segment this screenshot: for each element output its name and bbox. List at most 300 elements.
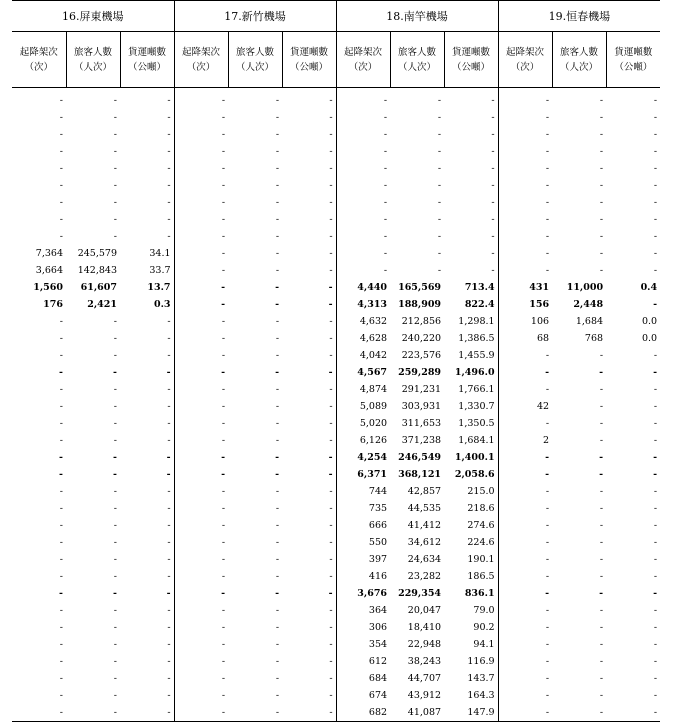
table-cell: -: [599, 112, 604, 123]
airport-header-hsinchu: 17.新竹機場: [174, 1, 336, 32]
column-header-label: 起降架次: [19, 46, 58, 58]
table-cell: -: [437, 163, 442, 174]
table-cell: -: [329, 350, 333, 361]
table-cell: -: [599, 554, 604, 565]
table-cell: -: [113, 418, 117, 429]
table-cell: 0.0: [641, 333, 658, 344]
table-cell: -: [59, 350, 63, 361]
table-cell: -: [275, 163, 280, 174]
table-cell: -: [174, 313, 228, 330]
table-cell: -: [275, 146, 280, 157]
table-cell: -: [328, 299, 333, 310]
column-header-flights: [498, 32, 552, 88]
table-cell: -: [120, 704, 174, 722]
table-cell: -: [653, 214, 658, 225]
table-cell: -: [653, 350, 658, 361]
table-cell: -: [275, 639, 280, 650]
table-cell: -: [174, 415, 228, 432]
table-cell: -: [166, 367, 171, 378]
table-cell: -: [174, 245, 228, 262]
table-cell: -: [329, 95, 333, 106]
table-cell: -: [59, 316, 63, 327]
table-cell: -: [275, 503, 280, 514]
table-cell: 68: [498, 330, 552, 347]
table-cell: 224.6: [467, 537, 495, 548]
table-cell: -: [599, 452, 604, 463]
table-cell: 550: [336, 534, 390, 551]
table-cell: -: [167, 197, 171, 208]
column-header-unit: （公噸）: [290, 61, 329, 73]
table-cell: -: [59, 469, 63, 480]
column-header-passengers: [228, 32, 282, 88]
table-cell: -: [599, 605, 604, 616]
table-cell: -: [491, 231, 495, 242]
table-cell: -: [174, 262, 228, 279]
table-cell: 41,087: [390, 704, 444, 722]
column-header-unit: （次）: [24, 61, 53, 73]
table-cell: -: [167, 690, 171, 701]
table-cell: 22,948: [407, 639, 442, 650]
table-cell: -: [174, 109, 228, 126]
table-cell: -: [599, 639, 604, 650]
table-cell: 0.0: [641, 316, 658, 327]
table-cell: -: [59, 503, 63, 514]
table-cell: 147.9: [444, 704, 498, 722]
table-cell: -: [167, 95, 171, 106]
table-cell: -: [167, 418, 171, 429]
table-cell: -: [653, 435, 658, 446]
table-cell: -: [599, 469, 604, 480]
table-cell: -: [59, 129, 63, 140]
table-cell: -: [228, 704, 282, 722]
table-cell: -: [498, 228, 552, 245]
table-cell: -: [174, 619, 228, 636]
column-header-unit: （公噸）: [452, 61, 491, 73]
table-cell: -: [59, 452, 63, 463]
table-cell: -: [336, 228, 390, 245]
table-cell: -: [599, 656, 604, 667]
table-cell: 20,047: [407, 605, 442, 616]
table-cell: 684: [336, 670, 390, 687]
table-cell: -: [167, 639, 171, 650]
table-cell: 190.1: [467, 554, 495, 565]
table-cell: 1,766.1: [458, 384, 495, 395]
table-cell: -: [275, 486, 280, 497]
table-row: [12, 517, 660, 534]
table-row: [12, 160, 660, 177]
airport-header-row: [12, 1, 660, 32]
table-cell: -: [275, 588, 280, 599]
column-header-unit: （公噸）: [614, 61, 653, 73]
table-row: [12, 653, 660, 670]
table-cell: -: [59, 622, 63, 633]
table-cell: 165,569: [398, 282, 442, 293]
table-row: [12, 602, 660, 619]
table-row: [12, 568, 660, 585]
table-cell: -: [275, 605, 280, 616]
table-cell: -: [653, 656, 658, 667]
table-cell: 735: [336, 500, 390, 517]
table-cell: -: [653, 673, 658, 684]
table-cell: -: [328, 588, 333, 599]
column-header-label: 貨運噸數: [614, 46, 653, 58]
table-cell: -: [59, 418, 63, 429]
column-header-unit: （次）: [348, 61, 378, 73]
table-cell: 176: [43, 299, 63, 310]
table-cell: -: [275, 248, 280, 259]
table-row: [12, 313, 660, 330]
table-cell: -: [329, 129, 333, 140]
table-cell: -: [437, 95, 442, 106]
table-cell: -: [498, 211, 552, 228]
table-cell: -: [167, 605, 171, 616]
table-cell: -: [653, 197, 658, 208]
table-cell: -: [599, 673, 604, 684]
table-cell: 1,350.5: [458, 418, 495, 429]
table-cell: -: [599, 129, 604, 140]
table-cell: -: [653, 401, 658, 412]
table-row: [12, 330, 660, 347]
table-row: [12, 228, 660, 245]
table-row: [12, 194, 660, 211]
table-cell: 612: [336, 653, 390, 670]
table-cell: -: [174, 466, 228, 483]
table-cell: 186.5: [467, 571, 495, 582]
table-cell: -: [498, 653, 552, 670]
table-cell: -: [59, 656, 63, 667]
table-cell: 61,607: [80, 282, 117, 293]
table-cell: -: [166, 588, 171, 599]
table-cell: -: [113, 486, 117, 497]
table-cell: -: [275, 350, 280, 361]
table-cell: -: [113, 571, 117, 582]
table-cell: -: [599, 418, 604, 429]
table-cell: -: [174, 381, 228, 398]
table-cell: -: [498, 687, 552, 704]
table-cell: -: [275, 265, 280, 276]
table-cell: -: [336, 160, 390, 177]
table-cell: -: [12, 704, 66, 722]
table-cell: -: [329, 418, 333, 429]
table-cell: -: [498, 449, 552, 466]
table-cell: -: [653, 469, 658, 480]
table-cell: 42,857: [407, 486, 442, 497]
table-cell: 291,231: [401, 384, 442, 395]
table-cell: -: [113, 112, 117, 123]
table-row: [12, 262, 660, 279]
table-cell: -: [329, 384, 333, 395]
table-cell: -: [59, 537, 63, 548]
table-cell: -: [498, 347, 552, 364]
table-cell: -: [329, 401, 333, 412]
column-header-passengers: [390, 32, 444, 88]
table-cell: -: [653, 690, 658, 701]
table-cell: -: [59, 384, 63, 395]
table-cell: -: [606, 704, 660, 722]
table-cell: -: [329, 690, 333, 701]
table-cell: -: [498, 160, 552, 177]
table-row: [12, 364, 660, 381]
table-cell: -: [174, 364, 228, 381]
table-cell: 431: [498, 279, 552, 296]
table-cell: 24,634: [407, 554, 442, 565]
table-cell: 2: [498, 432, 552, 449]
table-row: [12, 347, 660, 364]
table-cell: -: [599, 214, 604, 225]
table-cell: 274.6: [467, 520, 495, 531]
table-cell: -: [59, 163, 63, 174]
table-cell: -: [113, 95, 117, 106]
table-cell: -: [59, 180, 63, 191]
table-cell: -: [491, 129, 495, 140]
table-cell: -: [653, 571, 658, 582]
table-cell: 713.4: [464, 282, 495, 293]
table-cell: -: [275, 469, 280, 480]
table-row: [12, 704, 660, 722]
table-cell: -: [275, 622, 280, 633]
table-cell: -: [498, 194, 552, 211]
table-cell: -: [329, 180, 333, 191]
table-cell: -: [174, 551, 228, 568]
table-cell: -: [167, 350, 171, 361]
table-cell: -: [599, 622, 604, 633]
table-cell: 306: [336, 619, 390, 636]
table-cell: -: [174, 88, 228, 110]
table-cell: 397: [336, 551, 390, 568]
table-cell: -: [174, 143, 228, 160]
table-cell: -: [113, 180, 117, 191]
table-cell: -: [599, 401, 604, 412]
table-cell: 5,020: [336, 415, 390, 432]
table-cell: -: [653, 503, 658, 514]
table-cell: -: [336, 177, 390, 194]
table-cell: -: [113, 537, 117, 548]
table-cell: -: [59, 197, 63, 208]
table-cell: -: [275, 571, 280, 582]
column-header-label: 起降架次: [344, 46, 383, 58]
table-cell: -: [174, 585, 228, 602]
table-cell: 1,684: [575, 316, 604, 327]
column-header-label: 貨運噸數: [452, 46, 491, 58]
table-cell: -: [113, 129, 117, 140]
table-cell: -: [336, 126, 390, 143]
table-cell: 666: [336, 517, 390, 534]
table-cell: -: [167, 163, 171, 174]
table-cell: -: [498, 364, 552, 381]
table-cell: -: [498, 143, 552, 160]
table-cell: 354: [336, 636, 390, 653]
table-cell: -: [653, 180, 658, 191]
table-cell: -: [59, 673, 63, 684]
table-cell: -: [275, 282, 280, 293]
table-cell: 23,282: [407, 571, 442, 582]
table-body: [12, 88, 660, 722]
table-cell: -: [167, 571, 171, 582]
table-cell: 259,289: [398, 367, 442, 378]
table-cell: -: [167, 333, 171, 344]
table-cell: 33.7: [149, 265, 171, 276]
table-cell: -: [336, 194, 390, 211]
table-cell: -: [329, 520, 333, 531]
table-cell: -: [491, 265, 495, 276]
table-cell: 106: [498, 313, 552, 330]
table-cell: -: [59, 690, 63, 701]
table-cell: -: [329, 486, 333, 497]
table-row: [12, 381, 660, 398]
table-cell: 218.6: [467, 503, 495, 514]
table-cell: 240,220: [401, 333, 442, 344]
table-cell: -: [498, 568, 552, 585]
table-cell: 1,560: [33, 282, 63, 293]
table-cell: -: [329, 622, 333, 633]
table-cell: -: [113, 146, 117, 157]
table-cell: -: [491, 180, 495, 191]
table-cell: -: [113, 350, 117, 361]
table-cell: -: [59, 554, 63, 565]
table-cell: -: [329, 112, 333, 123]
table-cell: -: [174, 568, 228, 585]
table-cell: -: [336, 143, 390, 160]
table-cell: -: [653, 486, 658, 497]
table-cell: -: [653, 248, 658, 259]
table-cell: -: [599, 95, 604, 106]
table-cell: -: [174, 211, 228, 228]
table-cell: -: [437, 248, 442, 259]
table-cell: -: [59, 639, 63, 650]
table-cell: -: [437, 197, 442, 208]
table-cell: 371,238: [401, 435, 442, 446]
table-cell: 11,000: [566, 282, 604, 293]
table-cell: 2,448: [573, 299, 604, 310]
table-cell: 822.4: [464, 299, 495, 310]
table-cell: 44,707: [407, 673, 442, 684]
table-cell: -: [552, 704, 606, 722]
table-cell: -: [275, 367, 280, 378]
table-cell: -: [599, 486, 604, 497]
table-cell: -: [59, 146, 63, 157]
table-cell: -: [59, 588, 63, 599]
table-cell: -: [653, 299, 658, 310]
table-cell: -: [275, 520, 280, 531]
table-cell: 223,576: [401, 350, 442, 361]
column-header-cargo: [120, 32, 174, 88]
table-cell: -: [491, 146, 495, 157]
table-cell: -: [653, 622, 658, 633]
table-row: [12, 245, 660, 262]
table-cell: -: [329, 163, 333, 174]
table-cell: -: [437, 265, 442, 276]
table-cell: -: [275, 299, 280, 310]
table-cell: -: [113, 656, 117, 667]
table-cell: -: [437, 146, 442, 157]
table-cell: 4,042: [336, 347, 390, 364]
table-cell: -: [329, 605, 333, 616]
table-cell: -: [113, 367, 117, 378]
table-cell: -: [174, 517, 228, 534]
table-cell: 311,653: [401, 418, 442, 429]
table-cell: -: [275, 656, 280, 667]
table-cell: -: [653, 639, 658, 650]
table-cell: 2,058.6: [454, 469, 495, 480]
table-cell: -: [491, 163, 495, 174]
table-cell: -: [491, 197, 495, 208]
column-header-label: 旅客人數: [398, 46, 437, 58]
table-cell: -: [498, 177, 552, 194]
table-cell: -: [59, 367, 63, 378]
table-cell: 212,856: [401, 316, 442, 327]
table-cell: -: [653, 163, 658, 174]
table-cell: -: [599, 690, 604, 701]
table-cell: 4,567: [336, 364, 390, 381]
table-cell: 364: [336, 602, 390, 619]
table-cell: 1,496.0: [454, 367, 495, 378]
table-cell: -: [491, 214, 495, 225]
table-cell: -: [113, 639, 117, 650]
table-cell: -: [653, 265, 658, 276]
table-cell: 246,549: [398, 452, 442, 463]
table-row: [12, 500, 660, 517]
table-cell: -: [113, 588, 117, 599]
table-cell: -: [491, 112, 495, 123]
table-cell: 142,843: [77, 265, 117, 276]
table-row: [12, 88, 660, 110]
table-cell: 0.3: [154, 299, 171, 310]
table-cell: -: [167, 537, 171, 548]
table-row: [12, 551, 660, 568]
table-cell: -: [275, 554, 280, 565]
table-row: [12, 398, 660, 415]
table-cell: -: [113, 469, 117, 480]
table-cell: 682: [336, 704, 390, 722]
table-cell: -: [167, 231, 171, 242]
table-cell: 5,089: [336, 398, 390, 415]
table-cell: -: [174, 704, 228, 722]
table-cell: -: [59, 520, 63, 531]
table-cell: -: [329, 571, 333, 582]
table-cell: -: [167, 503, 171, 514]
table-cell: -: [336, 245, 390, 262]
table-cell: -: [167, 384, 171, 395]
table-cell: -: [59, 214, 63, 225]
table-cell: -: [653, 146, 658, 157]
table-cell: 41,412: [407, 520, 442, 531]
table-cell: 79.0: [473, 605, 495, 616]
table-cell: -: [599, 265, 604, 276]
table-cell: -: [59, 231, 63, 242]
table-cell: -: [498, 670, 552, 687]
table-cell: -: [599, 588, 604, 599]
table-cell: -: [113, 503, 117, 514]
table-cell: -: [498, 534, 552, 551]
column-header-unit: （公噸）: [128, 61, 167, 73]
table-cell: -: [167, 554, 171, 565]
table-cell: -: [437, 231, 442, 242]
table-cell: -: [653, 231, 658, 242]
table-cell: -: [174, 500, 228, 517]
table-cell: 768: [584, 333, 604, 344]
table-cell: -: [599, 163, 604, 174]
column-header-label: 旅客人數: [73, 46, 112, 58]
table-cell: 94.1: [473, 639, 495, 650]
table-cell: 836.1: [464, 588, 495, 599]
table-row: [12, 432, 660, 449]
table-cell: -: [275, 316, 280, 327]
table-cell: -: [328, 452, 333, 463]
column-header-label: 旅客人數: [560, 46, 599, 58]
column-header-passengers: [66, 32, 120, 88]
table-cell: -: [167, 486, 171, 497]
table-cell: -: [174, 534, 228, 551]
